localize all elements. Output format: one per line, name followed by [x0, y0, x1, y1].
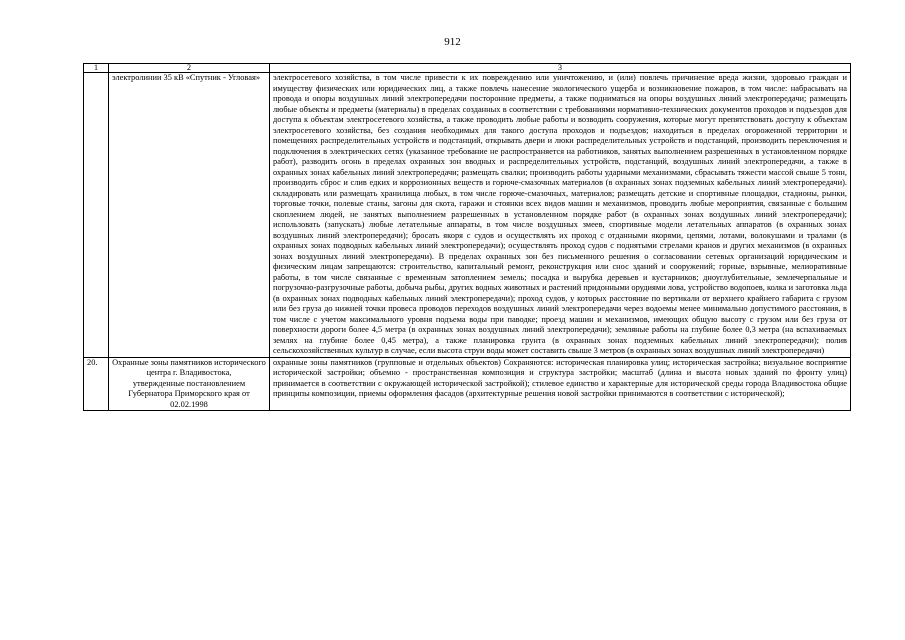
- document-table: [83, 63, 851, 411]
- restrictions-text-cell: охранные зоны памятников (групповые и отдельных объектов) Сохраняются: историческая планировка улиц; историческая застройка; визуальное восприятие исторической застройки; объемно - пространственная композиция и структура застройки; масштаб (длина и высота новых зданий по фронту улиц) принимается в соответствии с окружающей исторической застройкой); стилевое единство и характерные для исторической среды города Владивостока общие принципы композиции, приемы оформления фасадов (архитектурные решения новой застройки принимаются в соответствии с исторической);: [270, 357, 851, 411]
- header-cell-1: 1: [84, 64, 109, 73]
- table-row: [84, 357, 851, 411]
- table-row: [84, 73, 851, 358]
- object-name-details: утвержденные постановлением Губернатора Приморского края от 02.02.1998: [128, 378, 250, 409]
- restrictions-text-cell: электросетевого хозяйства, в том числе привести к их повреждению или уничтожению, и (или) повлечь причинение вреда жизни, здоровью граждан и имуществу физических или юридических лиц, а также повлечь нанесение экологического ущерба и возникновение пожаров, в том числе: набрасывать на провода и опоры воздушных линий электропередачи посторонние предметы, а также подниматься на опоры воздушных линий электропередачи; размещать любые объекты и предметы (материалы) в пределах созданных в соответствии с требованиями нормативно-технических документов проходов и подъездов для доступа к объектам электросетевого хозяйства, а также проводить любые работы и возводить сооружения, которые могут препятствовать доступу к объектам электросетевого хозяйства, без создания необходимых для такого доступа проходов и подъездов; находиться в пределах огороженной территории и помещениях распределительных устройств и подстанций, открывать двери и люки распределительных устройств и подстанций, производить переключения и подключения в электрических сетях (указанное требование не распространяется на работников, занятых выполнением разрешенных в установленном порядке работ), разводить огонь в пределах охранных зон вводных и распределительных устройств, подстанций, воздушных линий электропередачи, а также в охранных зонах кабельных линий электропередачи; размещать свалки; производить работы ударными механизмами, сбрасывать тяжести массой свыше 5 тонн, производить сброс и слив едких и коррозионных веществ и горюче-смазочных материалов (в охранных зонах подземных кабельных линий электропередачи). складировать или размещать хранилища любых, в том числе горюче-смазочных, материалов; размещать детские и спортивные площадки, стадионы, рынки, торговые точки, полевые станы, загоны для скота, гаражи и стоянки всех видов машин и механизмов, проводить любые мероприятия, связанные с большим скоплением людей, не занятых выполнением разрешенных в установленном порядке работ (в охранных зонах воздушных линий электропередачи); использовать (запускать) любые летательные аппараты, в том числе воздушных змеев, спортивные модели летательных аппаратов (в охранных зонах воздушных линий электропередачи); бросать якоря с судов и осуществлять их проход с отданными якорями, цепями, лотами, волокушами и тралами (в охранных зонах подводных кабельных линий электропередачи); осуществлять проход судов с поднятыми стрелами кранов и других механизмов (в охранных зонах воздушных линий электропередачи). В пределах охранных зон без письменного решения о согласовании сетевых организаций юридическим и физическим лицам запрещаются: строительство, капитальный ремонт, реконструкция или снос зданий и сооружений; горные, взрывные, мелиоративные работы, в том числе связанные с временным затоплением земель; посадка и вырубка деревьев и кустарников; дноуглубительные, землечерпальные и погрузочно-разгрузочные работы, добыча рыбы, других водных животных и растений придонными орудиями лова, устройство водопоев, колка и заготовка льда (в охранных зонах подводных кабельных линий электропередачи); проход судов, у которых расстояние по вертикали от верхнего крайнего габарита с грузом или без груза до нижней точки провеса проводов переходов воздушных линий электропередачи через водоемы менее минимально допустимого расстояния, в том числе с учетом максимального уровня подъема воды при паводке; проезд машин и механизмов, имеющих общую высоту с грузом или без груза от поверхности дороги более 4,5 метра (в охранных зонах воздушных линий электропередачи); земляные работы на глубине более 0,3 метра (на вспахиваемых землях на глубине более 0,45 метра), а также планировка грунта (в охранных зонах подземных кабельных линий электропередачи); полив сельскохозяйственных культур в случае, если высота струи воды может составить свыше 3 метров (в охранных зонах воздушных линий электропередачи): [270, 73, 851, 358]
- header-cell-3: 3: [270, 64, 851, 73]
- row-number-cell: [84, 73, 109, 358]
- row-number-cell: 20.: [84, 357, 109, 411]
- object-name-cell: электролинии 35 кВ «Спутник - Угловая»: [109, 73, 270, 358]
- header-cell-2: 2: [109, 64, 270, 73]
- page-number: 912: [444, 36, 461, 48]
- table-header-row: [84, 64, 851, 73]
- object-name-cell: [109, 357, 270, 411]
- object-name-title: Охранные зоны памятников исторического центра г. Владивостока,: [112, 357, 266, 377]
